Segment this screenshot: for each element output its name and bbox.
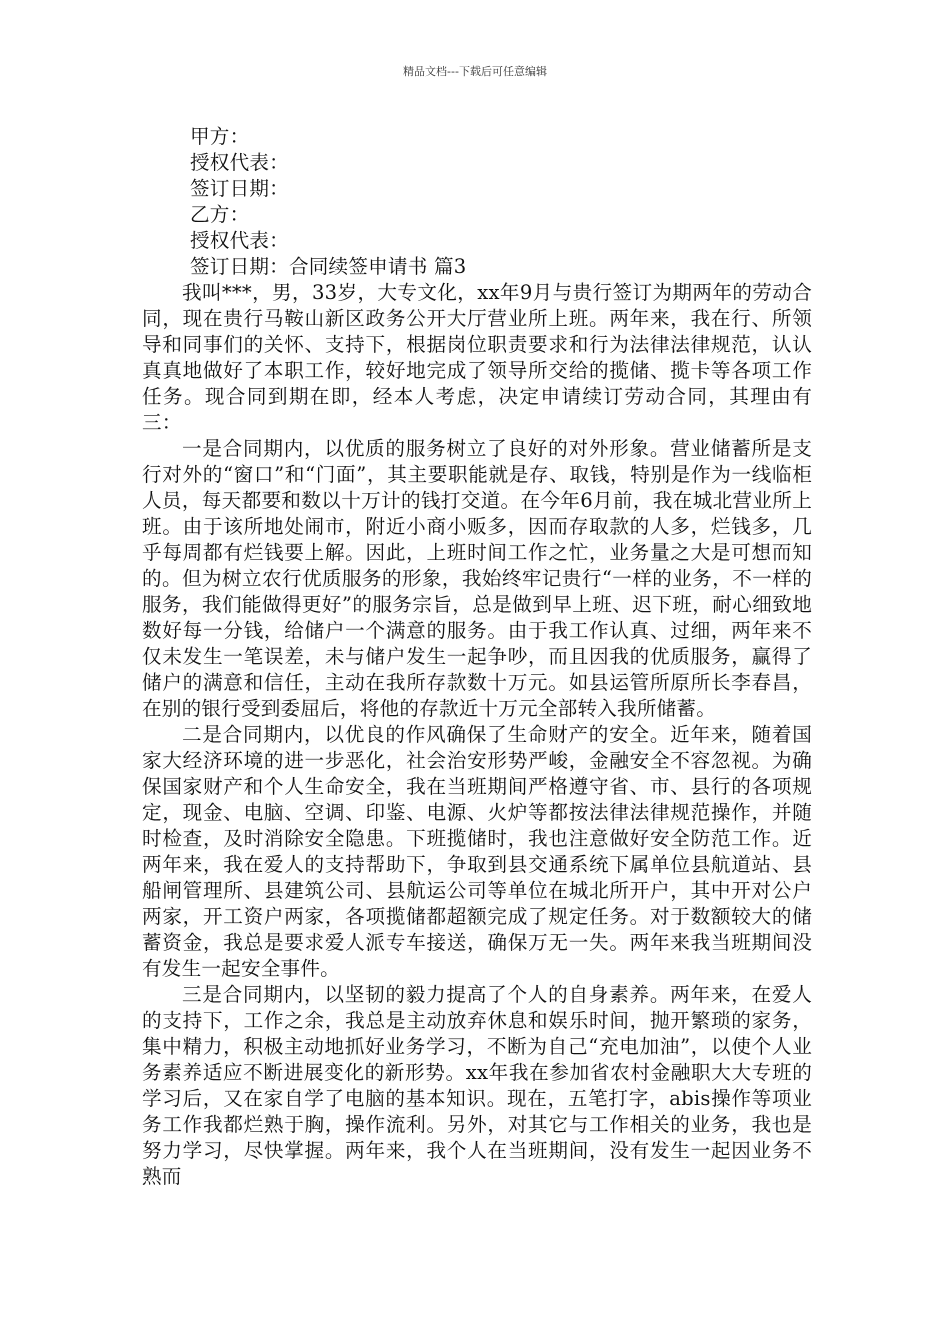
paragraph-reason-one: 一是合同期内，以优质的服务树立了良好的对外形象。营业储蓄所是支行对外的“窗口”和“门面”，其主要职能就是存、取钱，特别是作为一线临柜人员，每天都要和数以十万计的钱打交道。在今年6月前，我在城北营业所上班。由于该所地处闹市，附近小商小贩多，因而存取款的人多，烂钱多，几乎每周都有烂钱要上解。因此，上班时间工作之忙，业务量之大是可想而知的。但为树立农行优质服务的形象，我始终牢记贵行“一样的业务，不一样的服务，我们能做得更好”的服务宗旨，总是做到早上班、迟下班，耐心细致地数好每一分钱，给储户一个满意的服务。由于我工作认真、过细，两年来不仅未发生一笔误差，未与储户发生一起争吵，而且因我的优质服务，赢得了储户的满意和信任，主动在我所存款数十万元。如县运管所原所长李春昌，在别的银行受到委屈后，将他的存款近十万元全部转入我所储蓄。 — [142, 437, 812, 720]
paragraph-intro: 我叫***，男，33岁，大专文化，xx年9月与贵行签订为期两年的劳动合同，现在贵行马鞍山新区政务公开大厅营业所上班。两年来，我在行、所领导和同事们的关怀、支持下，根据岗位职责要求和行为法律法律规范，认认真真地做好了本职工作，较好地完成了领导所交给的揽储、揽卡等各项工作任务。现合同到期在即，经本人考虑，决定申请续订劳动合同，其理由有三： — [142, 281, 812, 434]
party-b-date-line: 签订日期：合同续签申请书 篇3 — [190, 255, 467, 278]
paragraph-reason-two: 二是合同期内，以优良的作风确保了生命财产的安全。近年来，随着国家大经济环境的进一步恶化，社会治安形势严峻，金融安全不容忽视。为确保国家财产和个人生命安全，我在当班期间严格遵守省、市、县行的各项规定，现金、电脑、空调、印鉴、电源、火炉等都按法律法律规范操作，并随时检查，及时消除安全隐患。下班揽储时，我也注意做好安全防范工作。近两年来，我在爱人的支持帮助下，争取到县交通系统下属单位县航道站、县船闸管理所、县建筑公司、县航运公司等单位在城北所开户，其中开对公户两家，开工资户两家，各项揽储都超额完成了规定任务。对于数额较大的储蓄资金，我总是要求爱人派专车接送，确保万无一失。两年来我当班期间没有发生一起安全事件。 — [142, 723, 812, 980]
party-a-line: 甲方： — [190, 125, 250, 148]
party-b-line: 乙方： — [190, 203, 250, 226]
document-body — [142, 124, 812, 1190]
signature-block — [142, 124, 812, 280]
page-header: 精品文档---下载后可任意编辑 — [403, 65, 547, 78]
party-b-representative-line: 授权代表： — [190, 229, 289, 252]
paragraph-reason-three: 三是合同期内，以坚韧的毅力提高了个人的自身素养。两年来，在爱人的支持下，工作之余，我总是主动放弃休息和娱乐时间，抛开繁琐的家务，集中精力，积极主动地抓好业务学习，不断为自己“充电加油”，以使个人业务素养适应不断进展变化的新形势。xx年我在参加省农村金融职大大专班的学习后，又在家自学了电脑的基本知识。现在，五笔打字，abis操作等项业务工作我都烂熟于胸，操作流利。另外，对其它与工作相关的业务，我也是努力学习，尽快掌握。两年来，我个人在当班期间，没有发生一起因业务不熟而 — [142, 983, 812, 1188]
party-a-date-line: 签订日期： — [190, 177, 289, 200]
party-a-representative-line: 授权代表： — [190, 151, 289, 174]
